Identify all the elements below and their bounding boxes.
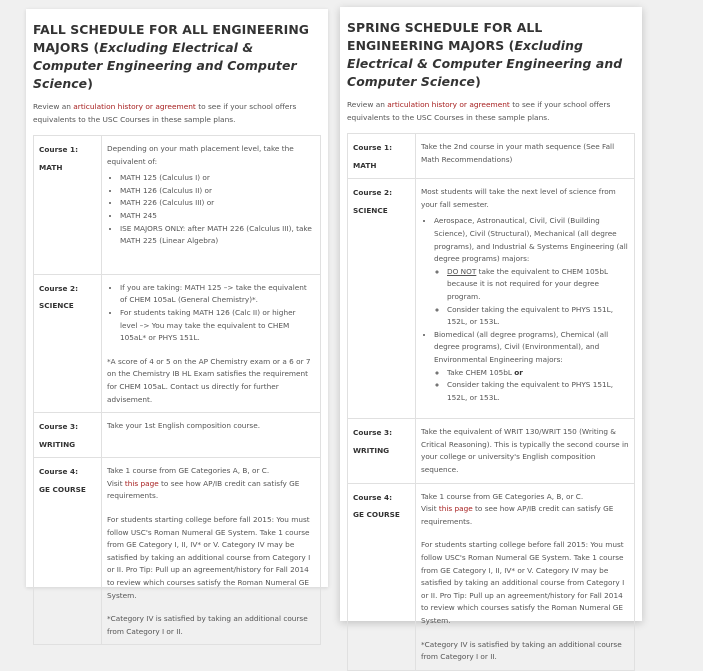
list-item: • If you are taking: MATH 125 –> take the equivalent of CHEM 105aL (General Chemistry)*. — [120, 282, 315, 307]
fall-intro — [33, 101, 321, 126]
spring-title-close: ) — [475, 74, 481, 89]
course-number: Course 2: — [353, 188, 392, 198]
spring-science-content — [416, 179, 635, 419]
fall-science-content — [102, 274, 321, 412]
course-number: Course 4: — [39, 467, 78, 477]
course-number: Course 3: — [353, 428, 392, 438]
list-item — [447, 367, 629, 380]
course-subject: GE COURSE — [39, 484, 86, 494]
list-item — [434, 329, 629, 405]
list-item: • ISE MAJORS ONLY: after MATH 226 (Calculus III), take MATH 225 (Linear Algebra) — [120, 223, 315, 248]
table-row — [348, 483, 635, 670]
fall-writing-label — [34, 413, 102, 458]
ge-category-note: *Category IV is satisfied by taking an additional course from Category I or II. — [107, 614, 308, 636]
list-item — [447, 266, 629, 304]
spring-schedule-title — [347, 19, 635, 91]
course-subject: SCIENCE — [39, 301, 74, 311]
course-number: Course 4: — [353, 492, 392, 502]
list-item: ◦ Consider taking the equivalent to PHYS 151L, 152L, or 153L. — [447, 304, 629, 329]
math-options-list — [107, 172, 315, 248]
spring-title-emphasis: Excluding Electrical & Computer Engineering and Computer Science — [347, 38, 623, 89]
group2-sub1-text: Take CHEM 105bL — [447, 367, 515, 377]
fall-writing-content — [102, 413, 321, 458]
course-subject: WRITING — [353, 445, 390, 455]
spring-science-label — [348, 179, 416, 419]
spring-intro — [347, 99, 635, 124]
fall-science-label — [34, 274, 102, 412]
list-item: • MATH 245 — [120, 210, 315, 223]
ge-visit-text: Visit — [421, 504, 439, 514]
list-item: ◦ Consider taking the equivalent to PHYS 151L, 152L, or 153L. — [447, 379, 629, 404]
ge-visit-text-end: to see how AP/IB credit can satisfy GE requirements. — [107, 478, 300, 501]
spring-title-text: SPRING SCHEDULE FOR ALL ENGINEERING MAJORS ( — [347, 20, 543, 53]
ge-line1: Take 1 course from GE Categories A, B, or C. — [107, 466, 270, 476]
group1-sublist — [434, 266, 629, 329]
science-options-list — [107, 282, 315, 345]
fall-math-label — [34, 136, 102, 275]
ge-intro — [421, 491, 629, 529]
group2-text: Biomedical (all degree programs), Chemical (all degree programs), Civil (Environmental), and Environmental Engineering majors: — [434, 329, 609, 364]
ge-roman-numeral-text: For students starting college before fall 2015: You must follow USC's Roman Numeral GE System. Take 1 course from GE Category I, II, IV* or V. Category IV may be satisfied by taking an additional course from Category I or II. Pro Tip: Pull up an agreement/history for Fall 2014 to review which courses satisfy the Roman Numeral GE System. — [107, 515, 311, 600]
spring-math-label — [348, 134, 416, 179]
fall-title-emphasis: Excluding Electrical & Computer Engineering and Computer Science — [33, 40, 297, 91]
fall-title-close: ) — [87, 76, 93, 91]
do-not-text: DO NOT — [447, 266, 477, 276]
spring-ge-content — [416, 483, 635, 670]
course-subject: MATH — [39, 162, 63, 172]
course-number: Course 1: — [353, 143, 392, 152]
math-text: Depending on your math placement level, take the equivalent of: — [107, 144, 294, 166]
fall-title-text: FALL SCHEDULE FOR ALL ENGINEERING MAJORS ( — [33, 22, 310, 55]
table-row — [34, 136, 321, 275]
ge-line1: Take 1 course from GE Categories A, B, or C. — [421, 491, 584, 501]
list-item: • MATH 226 (Calculus III) or — [120, 197, 315, 210]
or-text: or — [514, 367, 523, 377]
table-row — [348, 134, 635, 179]
ge-visit-text: Visit — [107, 478, 125, 488]
spring-schedule-table — [347, 133, 635, 671]
spring-ge-this-page-link[interactable]: this page — [438, 504, 473, 514]
group1-sub1-text: take the equivalent to CHEM 105bL because it is not required for your degree program. — [447, 266, 609, 301]
ge-intro — [107, 465, 315, 503]
fall-intro-text-end: to see if your school offers equivalents to the USC Courses in these sample plans. — [33, 102, 297, 124]
table-row — [348, 179, 635, 419]
list-item: • MATH 125 (Calculus I) or — [120, 172, 315, 185]
fall-intro-text: Review an — [33, 102, 74, 111]
spring-schedule-card — [340, 7, 642, 662]
table-row — [34, 274, 321, 412]
math-text: Take the 2nd course in your math sequence (See Fall Math Recommendations) — [421, 142, 615, 164]
course-number: Course 2: — [39, 283, 78, 293]
spring-math-content — [416, 134, 635, 179]
fall-ge-label — [34, 458, 102, 645]
fall-ge-this-page-link[interactable]: this page — [124, 478, 159, 488]
course-number: Course 3: — [39, 422, 78, 432]
ge-category-note: *Category IV is satisfied by taking an additional course from Category I or II. — [421, 639, 622, 662]
spring-writing-content — [416, 419, 635, 483]
spring-writing-label — [348, 419, 416, 483]
list-item — [434, 215, 629, 328]
fall-articulation-link[interactable]: articulation history or agreement — [73, 102, 196, 111]
table-row — [34, 413, 321, 458]
spring-intro-text: Review an — [347, 100, 388, 109]
table-row — [34, 458, 321, 645]
table-row — [348, 419, 635, 483]
course-number: Course 1: — [39, 145, 78, 154]
fall-ge-content — [102, 458, 321, 645]
list-item: • MATH 126 (Calculus II) or — [120, 185, 315, 198]
ge-roman-numeral-text: For students starting college before fall 2015: You must follow USC's Roman Numeral GE System. Take 1 course from GE Category I, II, IV* or V. Category IV may be satisfied by taking an additional course from Category I or II. Pro Tip: Pull up an agreement/history for Fall 2014 to review which courses satisfy the Roman Numeral GE System. — [421, 540, 625, 625]
course-subject: MATH — [353, 160, 377, 170]
group1-text: Aerospace, Astronautical, Civil, Civil (Building Science), Civil (Structural), Mechanical (all degree programs), and Industrial & Systems Engineering (all degree programs) majors: — [434, 216, 628, 264]
fall-math-content — [102, 136, 321, 275]
list-item: • For students taking MATH 126 (Calc II) or higher level –> You may take the equivalent to CHEM 105aL* or PHYS 151L. — [120, 307, 315, 345]
science-note: *A score of 4 or 5 on the AP Chemistry exam or a 6 or 7 on the Chemistry IB HL Exam satisfies the requirement for CHEM 105aL. Contact us directly for further advisement. — [107, 356, 311, 404]
ge-visit-text-end: to see how AP/IB credit can satisfy GE requirements. — [421, 504, 614, 526]
fall-schedule-card — [26, 9, 328, 636]
course-subject: WRITING — [39, 439, 76, 449]
fall-schedule-title — [33, 21, 321, 93]
science-groups-list — [421, 215, 629, 404]
science-text: Most students will take the next level of science from your fall semester. — [421, 187, 616, 209]
spring-articulation-link[interactable]: articulation history or agreement — [387, 100, 510, 109]
spring-ge-label — [348, 483, 416, 670]
writing-text: Take your 1st English composition course. — [107, 421, 261, 431]
group2-sublist — [434, 367, 629, 405]
course-subject: GE COURSE — [353, 510, 400, 520]
fall-schedule-table — [33, 135, 321, 645]
course-subject: SCIENCE — [353, 205, 388, 215]
spring-intro-text-end: to see if your school offers equivalents to the USC Courses in these sample plans. — [347, 100, 611, 122]
writing-text: Take the equivalent of WRIT 130/WRIT 150 (Writing & Critical Reasoning). This is typically the second course in your college or university's English composition sequence. — [421, 427, 629, 475]
